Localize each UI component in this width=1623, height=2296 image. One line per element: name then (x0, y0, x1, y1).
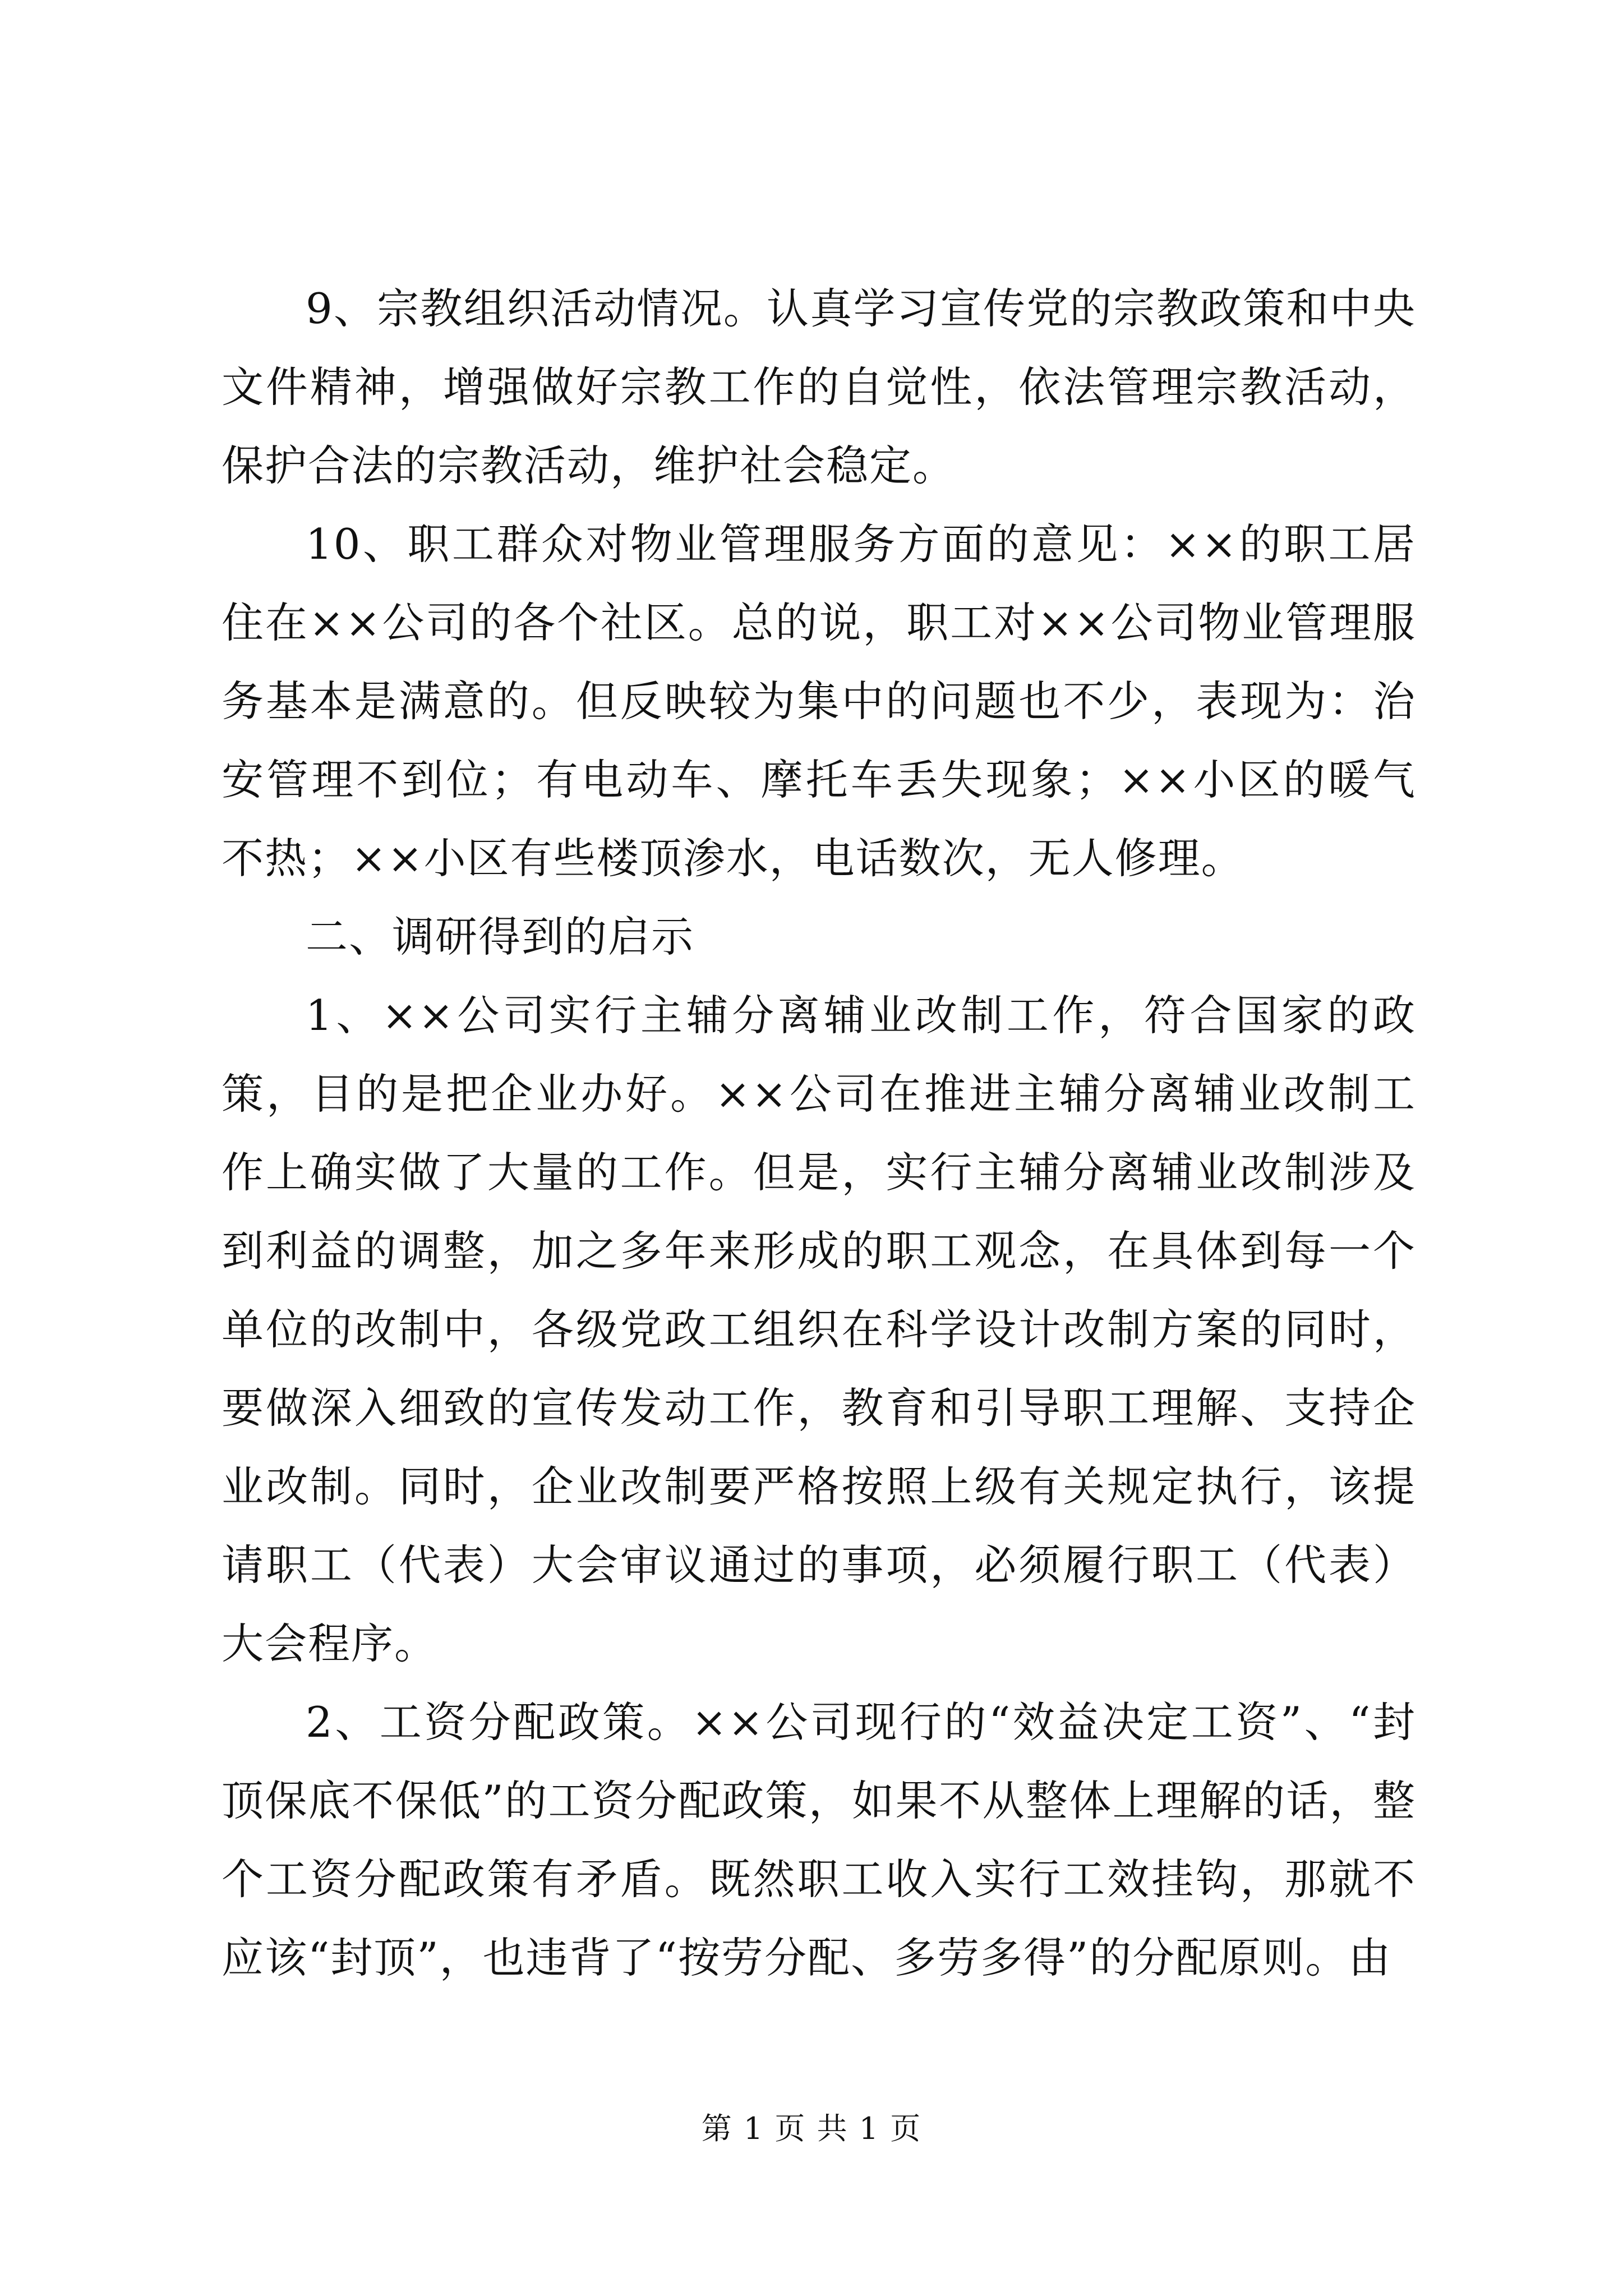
document-body (222, 269, 1416, 1997)
paragraph-wage-policy: 2、工资分配政策。××公司现行的“效益决定工资”、“封顶保底不保低”的工资分配政策，如果不从整体上理解的话，整个工资分配政策有矛盾。既然职工收入实行工效挂钩，那就不应该“封顶”，也违背了“按劳分配、多劳多得”的分配原则。由 (222, 1697, 1416, 1982)
page-footer: 第 1 页 共 1 页 (701, 2111, 922, 2146)
paragraph-religious-activities: 9、宗教组织活动情况。认真学习宣传党的宗教政策和中央文件精神，增强做好宗教工作的自觉性，依法管理宗教活动，保护合法的宗教活动，维护社会稳定。 (222, 284, 1416, 490)
paragraph-property-service-opinions: 10、职工群众对物业管理服务方面的意见：××的职工居住在××公司的各个社区。总的说，职工对××公司物业管理服务基本是满意的。但反映较为集中的问题也不少，表现为：治安管理不到位；有电动车、摩托车丢失现象；××小区的暖气不热；××小区有些楼顶渗水，电话数次，无人修理。 (222, 519, 1416, 883)
paragraph-restructuring: 1、××公司实行主辅分离辅业改制工作，符合国家的政策，目的是把企业办好。××公司在推进主辅分离辅业改制工作上确实做了大量的工作。但是，实行主辅分离辅业改制涉及到利益的调整，加之多年来形成的职工观念，在具体到每一个单位的改制中，各级党政工组织在科学设计改制方案的同时，要做深入细致的宣传发动工作，教育和引导职工理解、支持企业改制。同时，企业改制要严格按照上级有关规定执行，该提请职工（代表）大会审议通过的事项，必须履行职工（代表）大会程序。 (222, 991, 1416, 1668)
section-heading-insights: 二、调研得到的启示 (306, 912, 695, 961)
